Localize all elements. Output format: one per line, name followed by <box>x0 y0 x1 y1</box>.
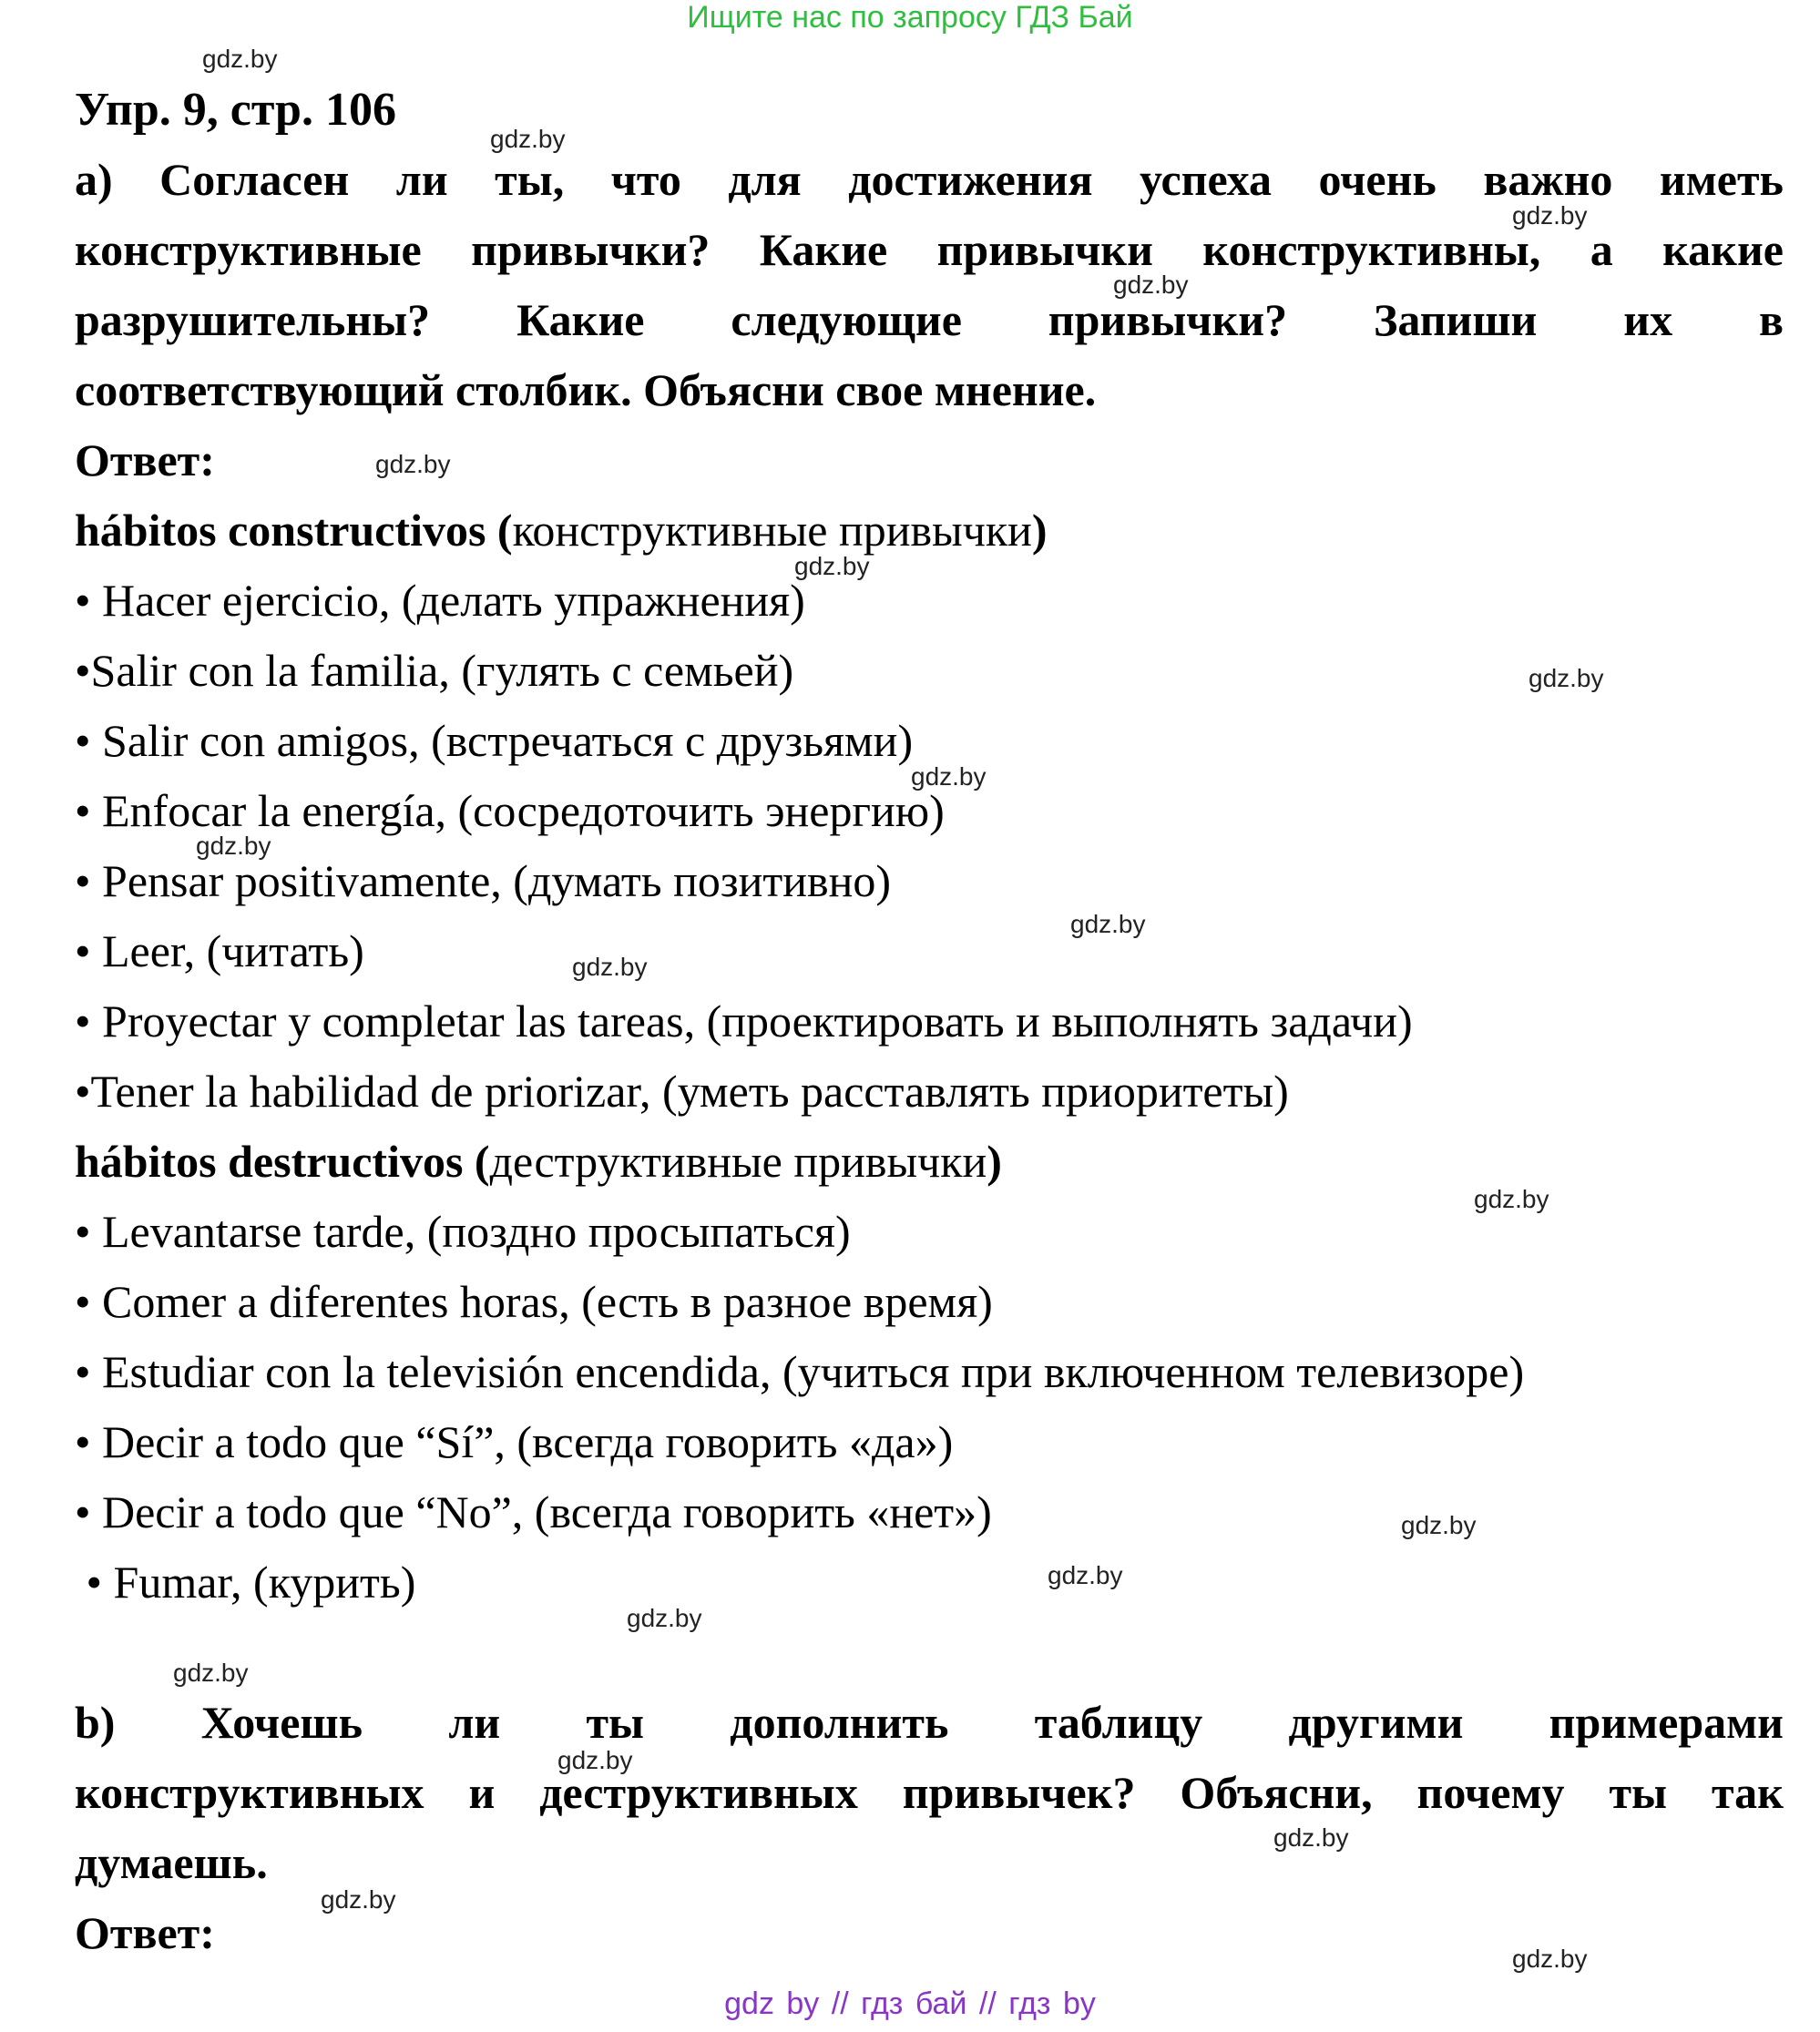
list-item: •Tener la habilidad de priorizar, (уметь расставлять приоритеты) <box>75 1066 1289 1117</box>
list-item: • Leer, (читать) <box>75 925 364 976</box>
watermark: gdz.by <box>627 1604 702 1632</box>
watermark: gdz.by <box>196 832 271 860</box>
constructive-list <box>75 566 1784 1127</box>
watermark: gdz.by <box>1273 1823 1349 1852</box>
exercise-content <box>75 75 1784 1968</box>
list-item: • Fumar, (курить) <box>75 1557 416 1608</box>
watermark: gdz.by <box>572 953 648 981</box>
list-item: • Pensar positivamente, (думать позитивно) <box>75 855 891 906</box>
destructive-heading-es: hábitos destructivos ( <box>75 1136 490 1187</box>
destructive-list <box>75 1197 1784 1618</box>
question-b-line-2: конструктивных и деструктивных привычек? Объясни, почему ты так <box>75 1767 1784 1818</box>
watermark: gdz.by <box>794 552 870 580</box>
watermark: gdz.by <box>1512 201 1588 230</box>
list-item: • Estudiar con la televisión encendida, (учиться при включенном телевизоре) <box>75 1346 1525 1397</box>
list-item: • Proyectar y completar las tareas, (проектировать и выполнять задачи) <box>75 996 1413 1047</box>
question-b-line-1: b) Хочешь ли ты дополнить таблицу другими примерами <box>75 1697 1784 1748</box>
watermark: gdz.by <box>321 1885 396 1914</box>
watermark: gdz.by <box>490 125 566 153</box>
question-a-line-3: разрушительны? Какие следующие привычки? Запиши их в <box>75 294 1784 345</box>
list-item: • Decir a todo que “No”, (всегда говорить «нет») <box>75 1486 992 1537</box>
watermark: gdz.by <box>1529 664 1604 692</box>
watermark: gdz.by <box>1113 271 1189 299</box>
question-a-line-4: соответствующий столбик. Объясни свое мнение. <box>75 364 1097 415</box>
watermark: gdz.by <box>173 1659 249 1687</box>
question-b-line-3: думаешь. <box>75 1837 268 1888</box>
list-item: • Comer a diferentes horas, (есть в разное время) <box>75 1276 993 1327</box>
watermark: gdz.by <box>557 1746 633 1774</box>
search-hint-header: Ищите нас по запросу ГДЗ Бай <box>687 0 1133 35</box>
question-a-line-2: конструктивные привычки? Какие привычки конструктивны, а какие <box>75 224 1784 275</box>
constructive-heading <box>75 495 1784 566</box>
watermark: gdz.by <box>375 450 451 478</box>
destructive-heading-ru: деструктивные привычки <box>489 1136 987 1187</box>
list-item: • Hacer ejercicio, (делать упражнения) <box>75 575 805 626</box>
answer-label-a: Ответ: <box>75 434 215 485</box>
constructive-heading-ru: конструктивные привычки <box>512 505 1032 556</box>
watermark: gdz.by <box>911 762 987 791</box>
destructive-heading-close: ) <box>987 1136 1002 1187</box>
list-item: • Salir con amigos, (встречаться с друзьями) <box>75 715 914 766</box>
constructive-heading-close: ) <box>1031 505 1048 556</box>
list-item: • Enfocar la energía, (сосредоточить энергию) <box>75 785 945 836</box>
list-item: •Salir con la familia, (гулять с семьей) <box>75 645 794 696</box>
constructive-heading-es: hábitos constructivos ( <box>75 505 513 556</box>
watermark: gdz.by <box>1070 910 1146 938</box>
watermark: gdz.by <box>1401 1511 1477 1539</box>
exercise-title: Упр. 9, стр. 106 <box>75 84 396 136</box>
list-item: • Levantarse tarde, (поздно просыпаться) <box>75 1206 851 1257</box>
list-item: • Decir a todo que “Sí”, (всегда говорить «да») <box>75 1416 954 1467</box>
answer-label-b: Ответ: <box>75 1907 215 1958</box>
watermark: gdz.by <box>1512 1945 1588 1973</box>
watermark: gdz.by <box>202 45 278 73</box>
watermark: gdz.by <box>1048 1561 1123 1589</box>
section-gap <box>75 1618 1784 1688</box>
question-a-line-1: а) Согласен ли ты, что для достижения успеха очень важно иметь <box>75 154 1784 205</box>
watermark: gdz.by <box>1474 1185 1549 1213</box>
site-links-footer[interactable]: gdz by // гдз бай // гдз by <box>724 1986 1096 2021</box>
